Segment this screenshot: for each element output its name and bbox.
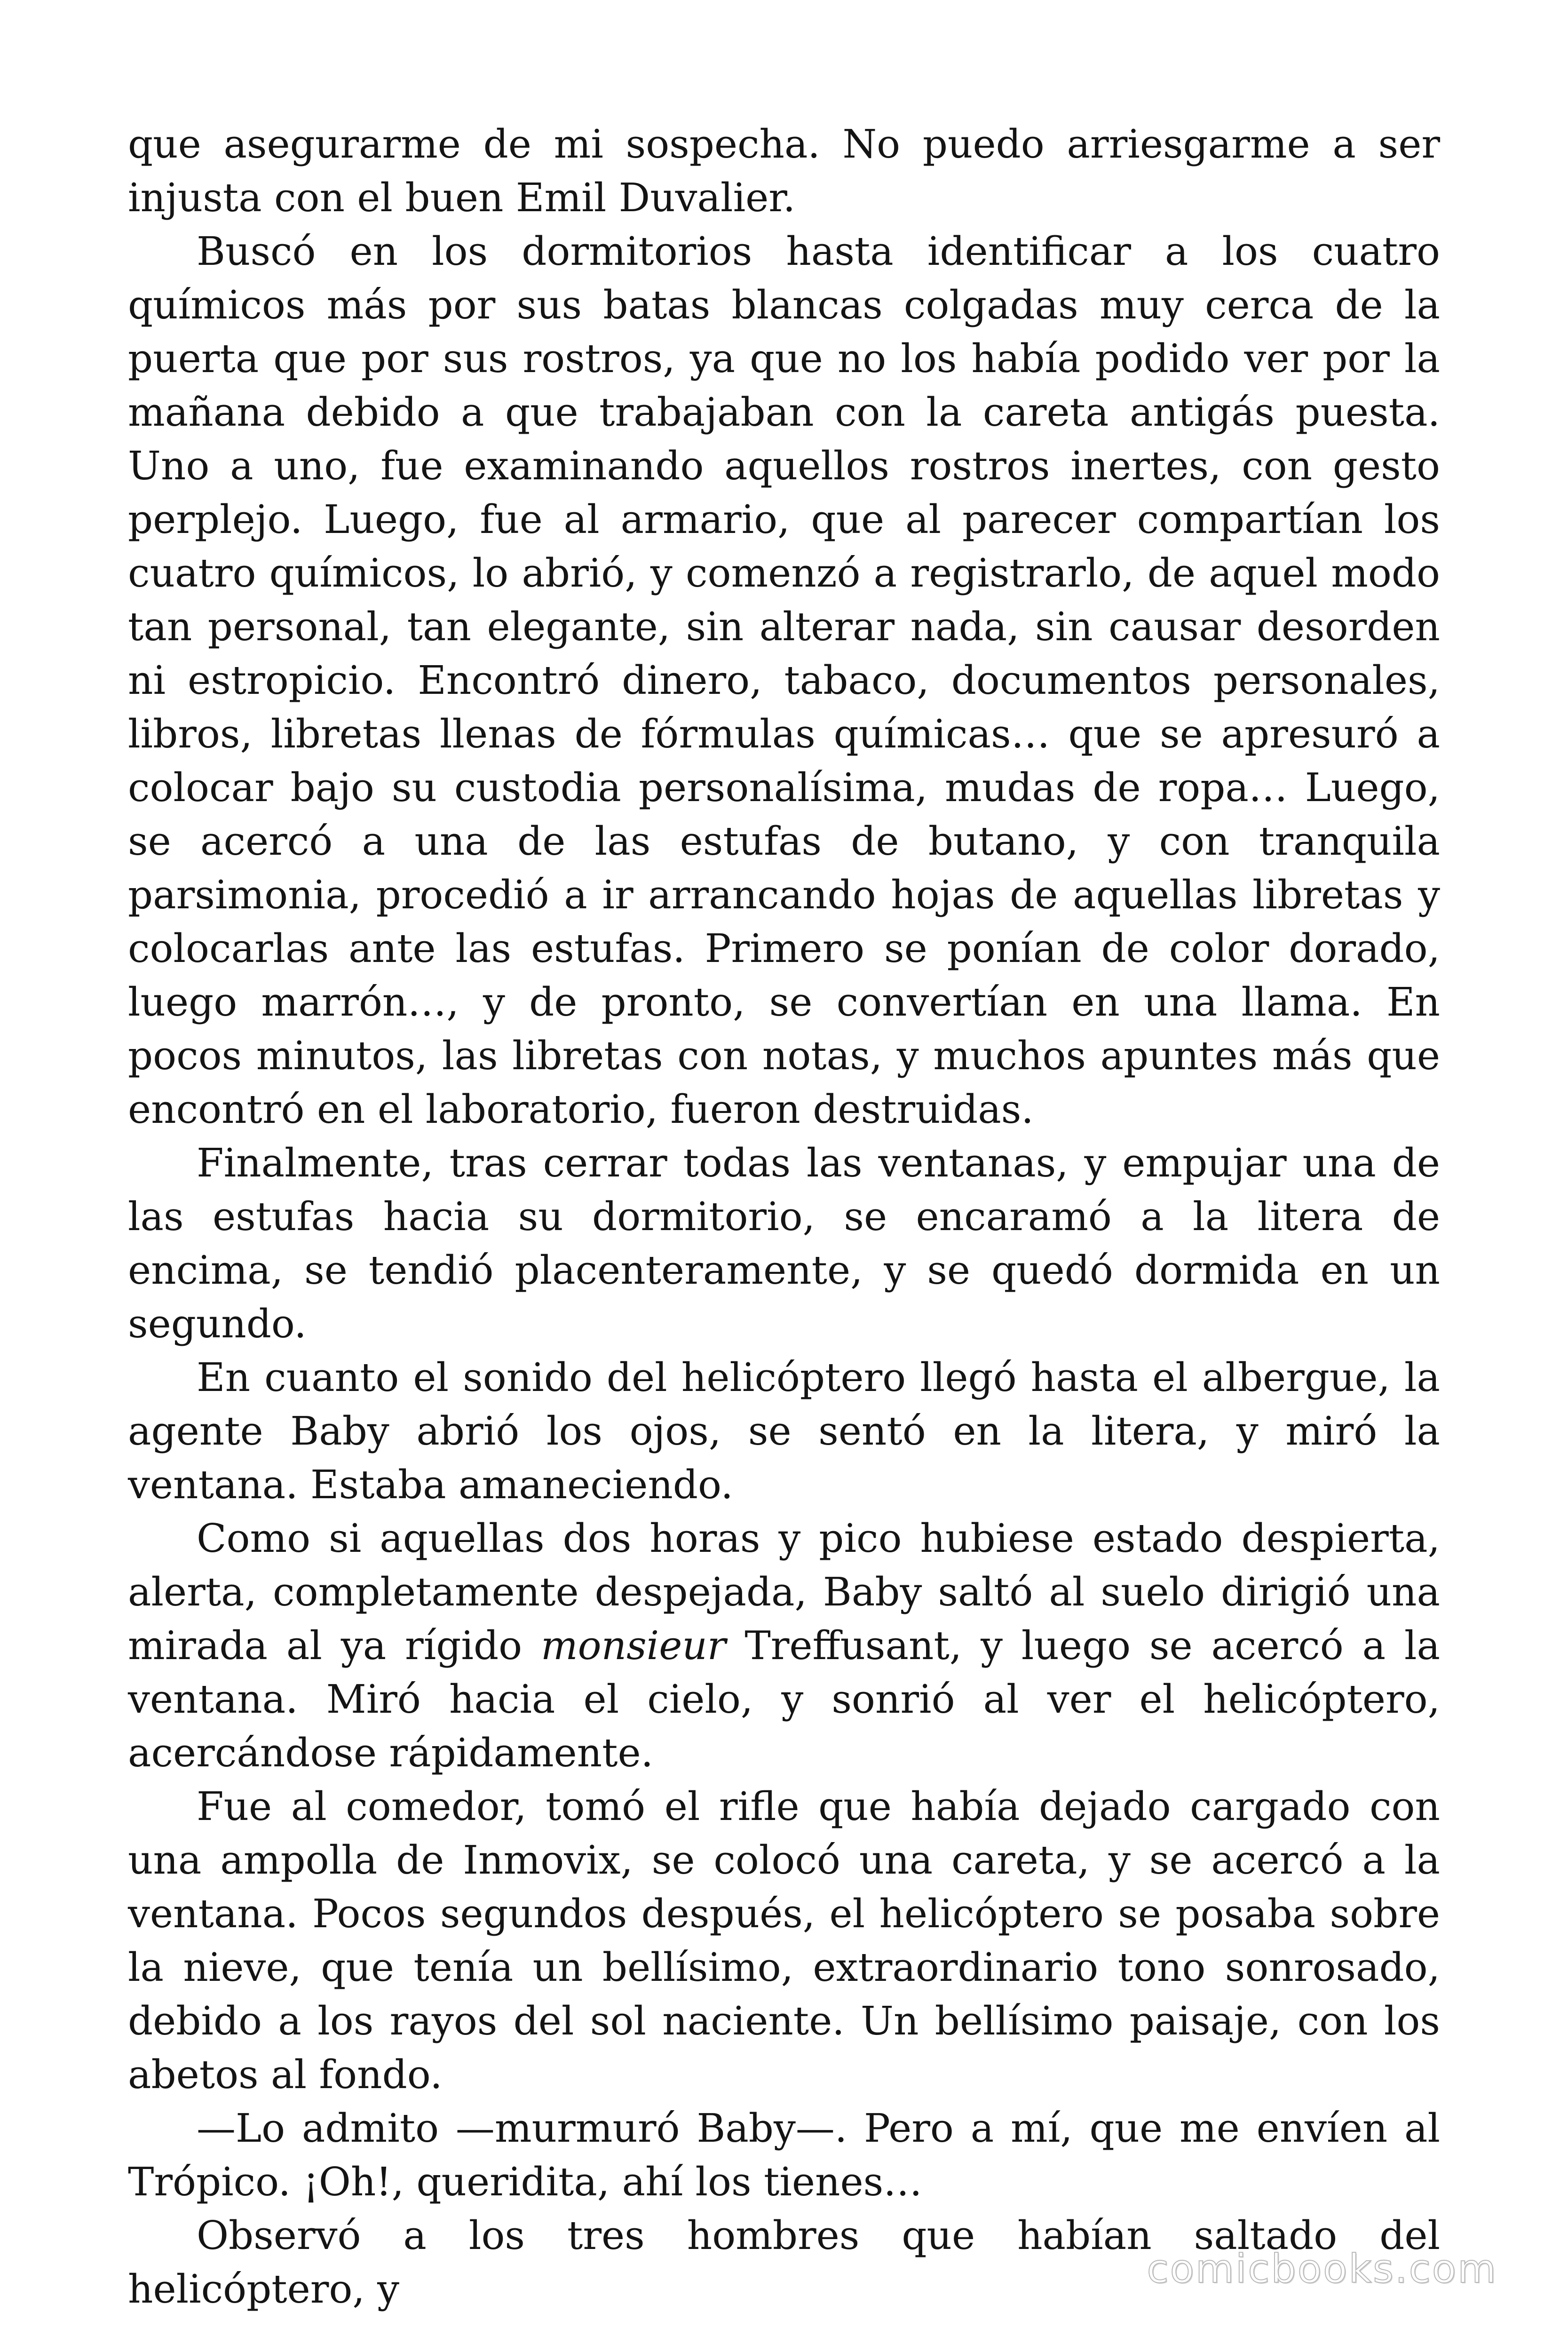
paragraph-4: En cuanto el sonido del helicóptero llegó hasta el albergue, la agente Baby abrió los ojos, se sentó en la litera, y miró la ventana. Estaba amaneciendo.	[128, 1355, 1440, 1508]
paragraph-7: —Lo admito —murmuró Baby—. Pero a mí, que me envíen al Trópico. ¡Oh!, queridita, ahí los tienes…	[128, 2106, 1440, 2205]
paragraph-5-after: Treffusant, y luego se acercó a la ventana. Miró hacia el cielo, y sonrió al ver el helicóptero, acercándose rápidamente.	[128, 1623, 1440, 1776]
paragraph-5	[128, 1512, 1440, 1780]
page-body	[128, 118, 1440, 2316]
paragraph-5-before: Como si aquellas dos horas y pico hubiese estado despierta, alerta, completamente despejada, Baby saltó al suelo dirigió una mirada al ya rígido	[128, 1516, 1440, 1669]
paragraph-6: Fue al comedor, tomó el rifle que había dejado cargado con una ampolla de Inmovix, se colocó una careta, y se acercó a la ventana. Pocos segundos después, el helicóptero se posaba sobre la nieve, que tenía un bellísimo, extraordinario tono sonrosado, debido a los rayos del sol naciente. Un bellísimo paisaje, con los abetos al fondo.	[128, 1784, 1440, 2098]
paragraph-8: Observó a los tres hombres que habían saltado del helicóptero, y	[128, 2213, 1440, 2312]
paragraph-1: que asegurarme de mi sospecha. No puedo arriesgarme a ser injusta con el buen Emil Duvalier.	[128, 121, 1440, 221]
watermark: comicbooks.com	[1147, 2246, 1497, 2292]
paragraph-3: Finalmente, tras cerrar todas las ventanas, y empujar una de las estufas hacia su dormitorio, se encaramó a la litera de encima, se tendió placenteramente, y se quedó dormida en un segundo.	[128, 1140, 1440, 1347]
paragraph-5-italic-word: monsieur	[540, 1623, 726, 1669]
paragraph-2: Buscó en los dormitorios hasta identificar a los cuatro químicos más por sus batas blancas colgadas muy cerca de la puerta que por sus rostros, ya que no los había podido ver por la mañana debido a que trabajaban con la careta antigás puesta. Uno a uno, fue examinando aquellos rostros inertes, con gesto perplejo. Luego, fue al armario, que al parecer compartían los cuatro químicos, lo abrió, y comenzó a registrarlo, de aquel modo tan personal, tan elegante, sin alterar nada, sin causar desorden ni estropicio. Encontró dinero, tabaco, documentos personales, libros, libretas llenas de fórmulas químicas… que se apresuró a colocar bajo su custodia personalísima, mudas de ropa… Luego, se acercó a una de las estufas de butano, y con tranquila parsimonia, procedió a ir arrancando hojas de aquellas libretas y colocarlas ante las estufas. Primero se ponían de color dorado, luego marrón…, y de pronto, se convertían en una llama. En pocos minutos, las libretas con notas, y muchos apuntes más que encontró en el laboratorio, fueron destruidas.	[128, 229, 1440, 1132]
